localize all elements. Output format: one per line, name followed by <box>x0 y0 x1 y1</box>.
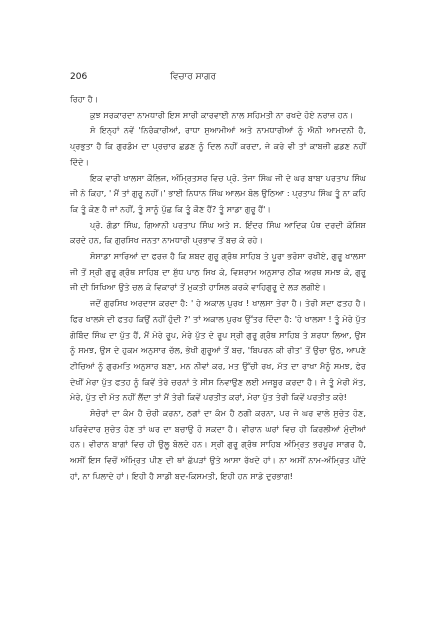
paragraph: ਪ੍ਰੋ. ਗੰਡਾ ਸਿੰਘ, ਗਿਆਨੀ ਪਰਤਾਪ ਸਿੰਘ ਅਤੇ ਸ. ਇੰਦਰ ਸਿੰਘ ਆਦਿਕ ਪੰਥ ਦਰਦੀ ਕੋਸ਼ਿਸ਼ ਕਰਦੇ ਹਨ, ਕਿ ਗੁਰਸਿਖ ਜਨਤਾ ਨਾਮਧਾਰੀ ਪ੍ਰਭਾਵ ਤੋਂ ਬਚ ਕੇ ਰਹੇ। <box>70 219 366 246</box>
page-body <box>70 92 366 485</box>
page-number: 206 <box>70 72 88 82</box>
paragraph: ਇਕ ਵਾਰੀ ਖਾਲਸਾ ਕੌਲਿਜ, ਅੰਮ੍ਰਿਤਸਰ ਵਿਚ ਪ੍ਰੋ. ਤੇਜਾ ਸਿੰਘ ਜੀ ਦੇ ਘਰ ਬਾਬਾ ਪਰਤਾਪ ਸਿੰਘ ਜੀ ਨੇ ਕਿਹਾ, ' ਮੈਂ ਤਾਂ ਗੁਰੂ ਨਹੀਂ।' ਭਾਈ ਨਿਧਾਨ ਸਿੰਘ ਆਲਮ ਬੋਲ ਉਠਿਆ : ਪ੍ਰਤਾਪ ਸਿੰਘ ਤੂੰ ਨਾ ਕਹਿ ਕਿ ਤੂੰ ਕੋਣ ਹੈ ਜਾਂ ਨਹੀਂ, ਤੂੰ ਸਾਨੂੰ ਪੁੱਛ ਕਿ ਤੂੰ ਕੌਣ ਹੈਂ? ਤੂੰ ਸਾਡਾ ਗੁਰੂ ਹੈਂ'। <box>70 172 366 214</box>
running-title: ਵਿਚਾਰ ਸਾਗਰ <box>170 72 217 82</box>
paragraph: ਸੋਚੋਰਾਂ ਦਾ ਕੰਮ ਹੈ ਚੋਰੀ ਕਰਨਾ, ਠਗਾਂ ਦਾ ਕੰਮ ਹੈ ਠਗੀ ਕਰਨਾ, ਪਰ ਜੇ ਘਰ ਵਾਲੇ ਸੁਚੇਤ ਹੋਣ, ਪਰਿਵੇਦਾਰ ਸੁਚੇਤ ਹੋਣ ਤਾਂ ਘਰ ਦਾ ਬਚਾਉ ਹੋ ਸਕਦਾ ਹੈ। ਵੀਰਾਨ ਘਰਾਂ ਵਿਚ ਹੀ ਕਿਰਲੀਆਂ ਮੁੰਦੀਆਂ ਹਨ। ਵੀਰਾਨ ਬਾਗਾਂ ਵਿਚ ਹੀ ਉਲੂ ਬੋਲਦੇ ਹਨ। ਸ੍ਰੀ ਗੁਰੂ ਗ੍ਰੰਥ ਸਾਹਿਬ ਅੰਮ੍ਰਿਤ ਭਰਪੂਰ ਸਾਗਰ ਹੈ, ਅਸੀਂ ਇਸ ਵਿਚੋਂ ਅੰਮ੍ਰਿਤ ਪੀਣ ਦੀ ਥਾਂ ਛੱਪੜਾਂ ਉਤੇ ਆਸਾ ਰੱਖਦੇ ਹਾਂ। ਨਾ ਅਸੀਂ ਨਾਮ-ਅੰਮ੍ਰਿਤ ਪੀਂਦੇ ਹਾਂ, ਨਾ ਪਿਲਾਦੇ ਹਾਂ। ਇਹੀ ਹੈ ਸਾਡੀ ਬਦ-ਕਿਸਮਤੀ, ਇਹੀ ਹਨ ਸਾਡੇ ਦੁਰਭਾਗ! <box>70 408 366 481</box>
paragraph: ਰਿਹਾ ਹੈ। <box>70 94 99 104</box>
paragraph: ਜਦੋਂ ਗੁਰਸਿਖ ਅਰਦਾਸ ਕਰਦਾ ਹੈ: ' ਹੇ ਅਕਾਲ ਪੁਰਖ ! ਖਾਲਸਾ ਤੇਰਾ ਹੈ। ਤੇਰੀ ਸਦਾ ਫਤਹ ਹੈ। ਫਿਰ ਖਾਲਸੇ ਦੀ ਫਤਹ ਕਿਉਂ ਨਹੀਂ ਹੁੰਦੀ ?' ਤਾਂ ਅਕਾਲ ਪੁਰਖ ਉੱਤਰ ਦਿੰਦਾ ਹੈ: 'ਹੇ ਖਾਲਸਾ ! ਤੂੰ ਮੇਰੇ ਪੁੱਤ ਗੋਬਿੰਦ ਸਿੰਘ ਦਾ ਪੁੱਤ ਹੈਂ, ਮੈਂ ਮੇਰੇ ਰੂਪ, ਮੇਰੇ ਪੁੱਤ ਦੇ ਰੂਪ ਸ੍ਰੀ ਗੁਰੂ ਗ੍ਰੰਥ ਸਾਹਿਬ ਤੇ ਸ਼ਰਧਾ ਲਿਆ, ਉਸ ਨੂੰ ਸਮਝ, ਉਸ ਦੇ ਹੁਕਮ ਅਨੁਸਾਰ ਚੱਲ, ਭੇਖੀ ਗੁਰੂਆਂ ਤੋਂ ਬਚ, 'ਬਿਪਰਨ ਕੀ ਰੀਤ' ਤੋਂ ਉਚਾ ਉਠ, ਆਪਣੇ ਟੀਚਿਆਂ ਨੂੰ ਗੁਰਮਤਿ ਅਨੁਸਾਰ ਬਣਾ, ਮਨ ਨੀਵਾਂ ਕਰ, ਮਤ ਉੱਚੀ ਰਖ, ਮੱਤ ਦਾ ਰਾਖਾ ਮੈਨੂੰ ਸਮਝ, ਫੇਰ ਦੇਖੀਂ ਮੇਰਾ ਪੁੱਤ ਫਤਹ ਨੂੰ ਕਿਵੇਂ ਤੇਰੇ ਚਰਨਾਂ ਤੇ ਸੀਸ ਨਿਵਾਉਣ ਲਈ ਮਜਬੂਰ ਕਰਦਾ ਹੈ। ਜੇ ਤੂੰ ਮੇਰੀ ਮੱਤ, ਮੇਰੇ, ਪੁੱਤ ਦੀ ਮੱਤ ਨਹੀਂ ਲੈਂਦਾ ਤਾਂ ਮੈਂ ਤੇਰੀ ਕਿਵੇਂ ਪਰਤੀਤ ਕਰਾਂ, ਮੇਰਾ ਪੁੱਤ ਤੇਰੀ ਕਿਵੇਂ ਪਰਤੀਤ ਕਰੇ! <box>70 298 366 403</box>
paragraph: ਕੁਝ ਸਰਕਾਰਦਾ ਨਾਮਧਾਰੀ ਇਸ ਸਾਰੀ ਕਾਰਵਾਈ ਨਾਲ ਸਹਿਮਤੀ ਨਾ ਰਖਦੇ ਹੋਏ ਨਰਾਜ਼ ਹਨ। <box>90 109 354 120</box>
paragraph: ਸੋਸਾਡਾ ਸਾਰਿਆਂ ਦਾ ਫਰਜ਼ ਹੈ ਕਿ ਸ਼ਬਦ ਗੁਰੂ ਗ੍ਰੰਥ ਸਾਹਿਬ ਤੇ ਪੂਰਾ ਭਰੋਸਾ ਰਖੀਏ, ਗੁਰੂ ਖਾਲਸਾ ਜੀ ਤੋਂ ਸ੍ਰੀ ਗੁਰੂ ਗ੍ਰੰਥ ਸਾਹਿਬ ਦਾ ਸ਼ੁੱਧ ਪਾਠ ਸਿਖ ਕੇ, ਵਿਸ਼ਰਾਮ ਅਨੁਸਾਰ ਠੀਕ ਅਰਥ ਸਮਝ ਕੇ, ਗੁਰੂ ਜੀ ਦੀ ਸਿਖਿਆ ਉਤੇ ਚਲ ਕੇ ਵਿਕਾਰਾਂ ਤੋਂ ਮੁਕਤੀ ਹਾਸਿਲ ਕਰਕੇ ਵਾਹਿਗੁਰੂ ਦੇ ਲੜ ਲਗੀਏ। <box>70 251 366 293</box>
paragraph: ਸੋ ਇਨ੍ਹਾਂ ਨਵੇਂ 'ਨਿਰੰਕਾਰੀਆਂ, ਰਾਧਾ ਸੁਆਮੀਆਂ ਅਤੇ ਨਾਮਧਾਰੀਆਂ ਨੂੰ ਐਨੀ ਆਮਦਨੀ ਹੈ, ਪ੍ਰਭੁਤਾ ਹੈ ਕਿ ਗੁਰਡੰਮ ਦਾ ਪ੍ਰਚਾਰ ਛਡਣ ਨੂੰ ਦਿਲ ਨਹੀਂ ਕਰਦਾ, ਜੇ ਕਰੇ ਵੀ ਤਾਂ ਕਾਬਜ਼ੀ ਛਡਣ ਨਹੀਂ ਦਿੰਦੇ। <box>70 125 366 167</box>
page-header <box>70 72 360 86</box>
